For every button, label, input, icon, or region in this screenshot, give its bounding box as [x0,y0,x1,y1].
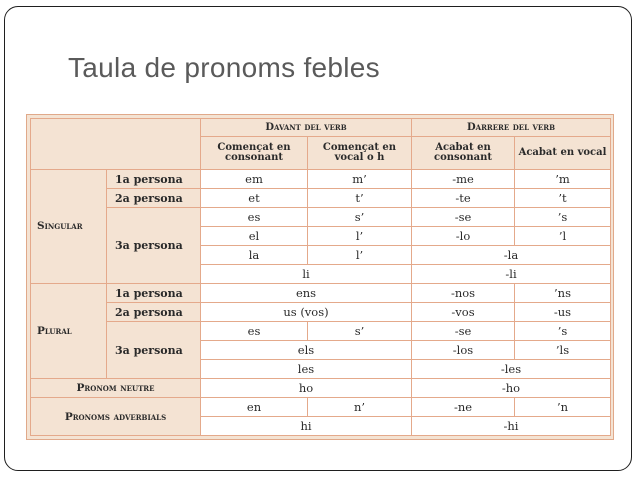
cell: -ho [412,379,611,398]
cell: -ne [412,398,515,417]
cell: -us [515,303,611,322]
singular-person-1: 1a persona [107,170,201,189]
cell: -hi [412,417,611,436]
header-davant: Davant del verb [201,119,412,137]
cell: -se [412,322,515,341]
cell: -li [412,265,611,284]
cell: es [201,208,308,227]
cell: ’n [515,398,611,417]
plural-person-3: 3a persona [107,322,201,379]
cell: -lo [412,227,515,246]
cell: -vos [412,303,515,322]
cell: ’s [515,208,611,227]
header-darrere: Darrere del verb [412,119,611,137]
cell: l’ [308,246,412,265]
cell: ’t [515,189,611,208]
cell: li [201,265,412,284]
cell: hi [201,417,412,436]
cell: l’ [308,227,412,246]
cell: -la [412,246,611,265]
header-corner [31,119,201,170]
cell: en [201,398,308,417]
cell: les [201,360,412,379]
header-acabat-consonant: Acabat en consonant [412,137,515,170]
slide-title: Taula de pronoms febles [68,52,380,83]
cell: t’ [308,189,412,208]
cell: ’s [515,322,611,341]
cell: et [201,189,308,208]
pronoun-table [30,118,611,436]
cell: ’ls [515,341,611,360]
cell: s’ [308,322,412,341]
cell: els [201,341,412,360]
group-pronoms-adverbials: Pronoms adverbials [31,398,201,436]
cell: ho [201,379,412,398]
cell: es [201,322,308,341]
header-comencat-consonant: Començat en consonant [201,137,308,170]
cell: -te [412,189,515,208]
cell: la [201,246,308,265]
cell: ens [201,284,412,303]
plural-person-2: 2a persona [107,303,201,322]
singular-person-2: 2a persona [107,189,201,208]
cell: ’ns [515,284,611,303]
cell: n’ [308,398,412,417]
plural-person-1: 1a persona [107,284,201,303]
cell: m’ [308,170,412,189]
pronoun-table-container [26,114,614,440]
group-plural: Plural [31,284,107,379]
header-acabat-vocal: Acabat en vocal [515,137,611,170]
header-comencat-vocal: Començat en vocal o h [308,137,412,170]
cell: ’l [515,227,611,246]
group-singular: Singular [31,170,107,284]
cell: el [201,227,308,246]
cell: em [201,170,308,189]
cell: ’m [515,170,611,189]
cell: -les [412,360,611,379]
cell: -se [412,208,515,227]
cell: -los [412,341,515,360]
cell: us (vos) [201,303,412,322]
singular-person-3: 3a persona [107,208,201,284]
cell: s’ [308,208,412,227]
cell: -nos [412,284,515,303]
group-pronom-neutre: Pronom neutre [31,379,201,398]
cell: -me [412,170,515,189]
